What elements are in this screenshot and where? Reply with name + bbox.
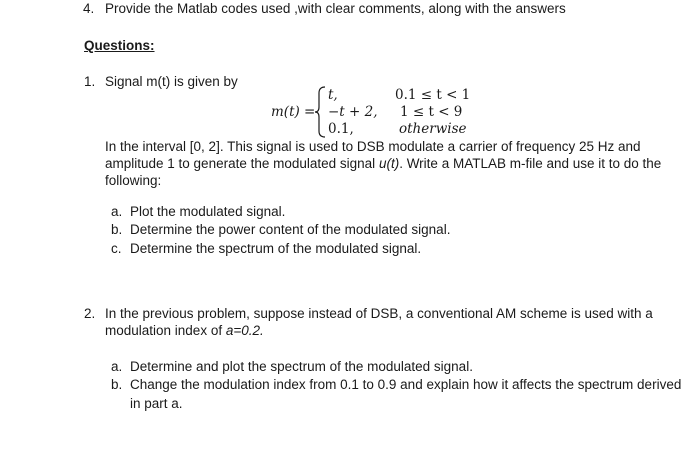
q1-part-c-letter: c. [111,241,122,256]
equation-brace [315,86,327,138]
case-3-cond: otherwise [399,121,467,137]
q2-line-2: modulation index of a=0.2. [105,323,264,338]
case-1-cond: 0.1 ≤ t < 1 [395,87,471,103]
q1-number: 1. [84,74,96,89]
q2-part-b-text: Change the modulation index from 0.1 to 0.9 and explain how it affects the spectrum derived [130,377,682,392]
q2-line-1: In the previous problem, suppose instead of DSB, a conventional AM scheme is used with a [105,306,653,321]
q1-part-b-letter: b. [111,222,123,237]
case-2-cond: 1 ≤ t < 9 [400,104,463,120]
q1-part-a-text: Plot the modulated signal. [130,204,286,219]
q2-part-a-letter: a. [111,359,123,374]
q1-body-line-1: In the interval [0, 2]. This signal is used to DSB modulate a carrier of frequency 25 Hz and [105,139,641,154]
q1-part-a-letter: a. [111,204,123,219]
q2-part-b-continuation: in part a. [130,396,183,411]
case-1-expr: t, [328,87,338,103]
q1-intro: Signal m(t) is given by [105,74,238,89]
signal-u-t: u(t) [378,156,400,171]
header-text: Provide the Matlab codes used ,with clear comments, along with the answers [105,1,566,16]
q1-part-b-text: Determine the power content of the modulated signal. [130,222,451,237]
q2-part-b-letter: b. [111,377,123,392]
q2-number: 2. [84,306,96,321]
header-number: 4. [83,1,95,16]
case-3-expr: 0.1, [328,121,354,137]
questions-title: Questions: [84,38,155,53]
q2-part-a-text: Determine and plot the spectrum of the modulated signal. [130,359,473,374]
case-2-expr: −t + 2, [328,104,378,120]
modulation-index: a=0.2. [225,323,264,338]
q1-body-line-2: amplitude 1 to generate the modulated signal u(t). Write a MATLAB m-file and use it to do the [105,156,662,171]
equation-lhs: m(t) = [271,104,316,120]
q1-part-c-text: Determine the spectrum of the modulated signal. [130,241,422,256]
q1-body-line-3: following: [105,173,162,188]
